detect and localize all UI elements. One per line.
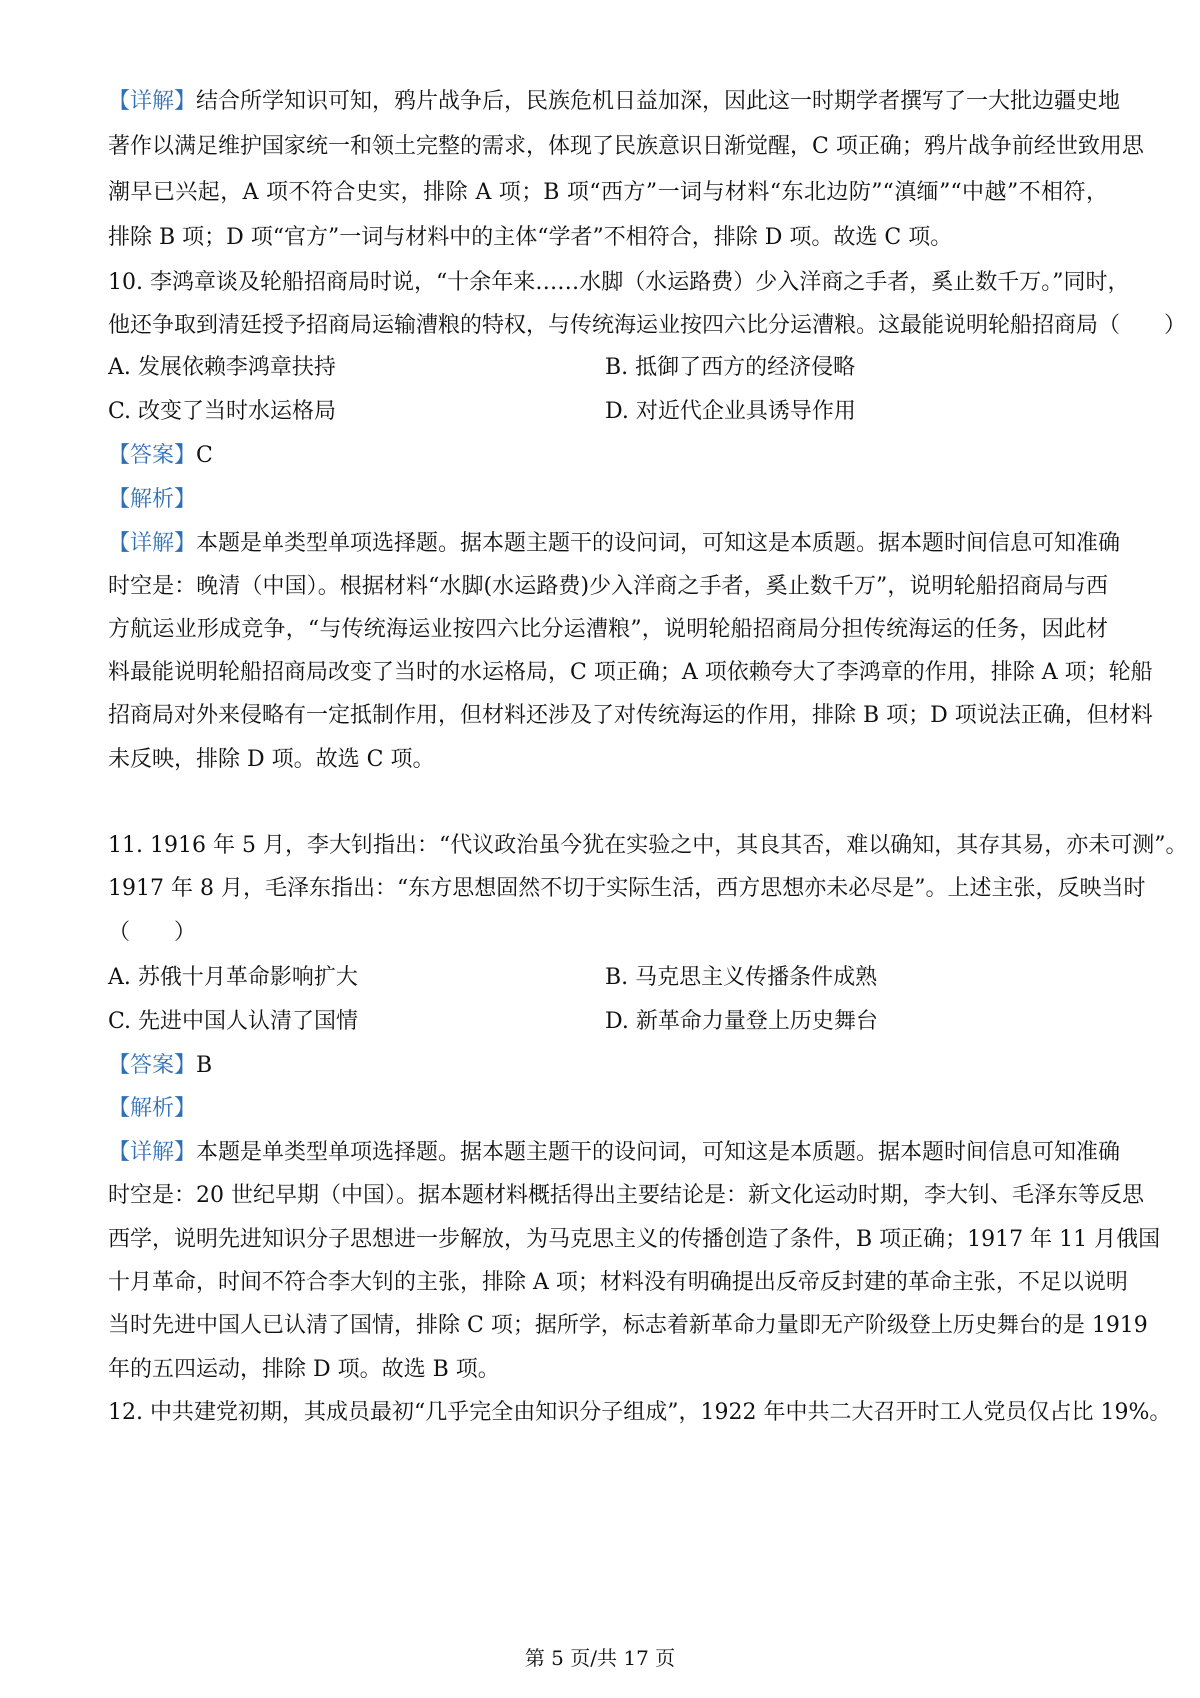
q10-detail-line-5: 招商局对外来侵略有一定抵制作用，但材料还涉及了对传统海运的作用，排除 B 项；D 项说法正确，但材料 [108,703,1153,728]
q10-detail-line-1 [108,529,1121,559]
q10-option-c: C. 改变了当时水运格局 [108,399,337,424]
q11-detail-line-5: 当时先进中国人已认清了国情，排除 C 项；据所学，标志着新革命力量即无产阶级登上历史舞台的是 1919 [108,1313,1148,1338]
answer-value: B [196,1053,213,1078]
q11-detail-line-4: 十月革命，时间不符合李大钊的主张，排除 A 项；材料没有明确提出反帝反封建的革命主张，不足以说明 [108,1270,1128,1295]
q11-analysis-label: 【解析】 [108,1096,197,1121]
detail-label: 【详解】 [108,1140,197,1165]
q11-detail-line-1 [108,1138,1121,1168]
q12-stem-line-1: 12. 中共建党初期，其成员最初“几乎完全由知识分子组成”，1922 年中共二大召开时工人党员仅占比 19%。 [108,1400,1172,1425]
q10-stem-line-2: 他还争取到清廷授予招商局运输漕粮的特权，与传统海运业按四六比分运漕粮。这最能说明轮船招商局（ ） [108,313,1187,338]
q11-stem-line-2: 1917 年 8 月，毛泽东指出：“东方思想固然不切于实际生活，西方思想亦未必尽是”。上述主张，反映当时 [108,876,1146,901]
page-indicator: 第 5 页/共 17 页 [524,1646,676,1670]
prev-explanation-line-2: 著作以满足维护国家统一和领土完整的需求，体现了民族意识日渐觉醒，C 项正确；鸦片战争前经世致用思 [108,134,1144,159]
q10-analysis-label: 【解析】 [108,487,197,512]
q11-stem-line-3: （ ） [108,920,197,945]
q11-detail-line-2: 时空是：20 世纪早期（中国）。据本题材料概括得出主要结论是：新文化运动时期，李大钊、毛泽东等反思 [108,1183,1144,1208]
detail-label: 【详解】 [108,531,197,556]
q11-option-b: B. 马克思主义传播条件成熟 [605,965,878,990]
q11-detail-line-6: 年的五四运动，排除 D 项。故选 B 项。 [108,1357,500,1382]
q10-stem-line-1: 10. 李鸿章谈及轮船招商局时说，“十余年来……水脚（水运路费）少入洋商之手者，奚止数千万。”同时， [108,270,1130,295]
q10-detail-line-2: 时空是：晚清（中国）。根据材料“水脚(水运路费)少入洋商之手者，奚止数千万”，说明轮船招商局与西 [108,574,1108,599]
q11-detail-text: 本题是单类型单项选择题。据本题主题干的设问词，可知这是本质题。据本题时间信息可知准确 [196,1140,1121,1165]
q10-option-d: D. 对近代企业具诱导作用 [605,399,856,424]
answer-label: 【答案】 [108,443,197,468]
answer-label: 【答案】 [108,1053,197,1078]
prev-explanation-text: 结合所学知识可知，鸦片战争后，民族危机日益加深，因此这一时期学者撰写了一大批边疆史地 [196,89,1121,114]
q10-detail-line-4: 料最能说明轮船招商局改变了当时的水运格局，C 项正确；A 项依赖夸大了李鸿章的作用，排除 A 项；轮船 [108,660,1153,685]
q11-stem-line-1: 11. 1916 年 5 月，李大钊指出：“代议政治虽今犹在实验之中，其良其否，难以确知，其存其易，亦未可测”。 [108,833,1188,858]
q10-options-row-2 [108,397,1108,427]
q10-option-b: B. 抵御了西方的经济侵略 [605,355,856,380]
q11-options-row-1 [108,963,1108,993]
detail-label: 【详解】 [108,89,197,114]
prev-explanation-line-3: 潮早已兴起，A 项不符合史实，排除 A 项；B 项“西方”一词与材料“东北边防”“滇缅”“中越”不相符， [108,180,1108,205]
q11-detail-line-3: 西学，说明先进知识分子思想进一步解放，为马克思主义的传播创造了条件，B 项正确；1917 年 11 月俄国 [108,1227,1161,1252]
q11-option-a: A. 苏俄十月革命影响扩大 [108,965,358,990]
q10-detail-line-6: 未反映，排除 D 项。故选 C 项。 [108,747,435,772]
q11-answer [108,1051,1108,1081]
q11-option-d: D. 新革命力量登上历史舞台 [605,1009,878,1034]
q10-answer [108,441,1108,471]
q10-option-a: A. 发展依赖李鸿章扶持 [108,355,336,380]
q10-detail-line-3: 方航运业形成竞争，“与传统海运业按四六比分运漕粮”，说明轮船招商局分担传统海运的任务，因此材 [108,617,1108,642]
q11-option-c: C. 先进中国人认清了国情 [108,1009,359,1034]
prev-explanation-line-4: 排除 B 项；D 项“官方”一词与材料中的主体“学者”不相符合，排除 D 项。故选 C 项。 [108,225,953,250]
prev-explanation-line-1 [108,87,1121,117]
answer-value: C [196,443,213,468]
q11-options-row-2 [108,1007,1108,1037]
q10-options-row-1 [108,353,1108,383]
q10-detail-text: 本题是单类型单项选择题。据本题主题干的设问词，可知这是本质题。据本题时间信息可知准确 [196,531,1121,556]
